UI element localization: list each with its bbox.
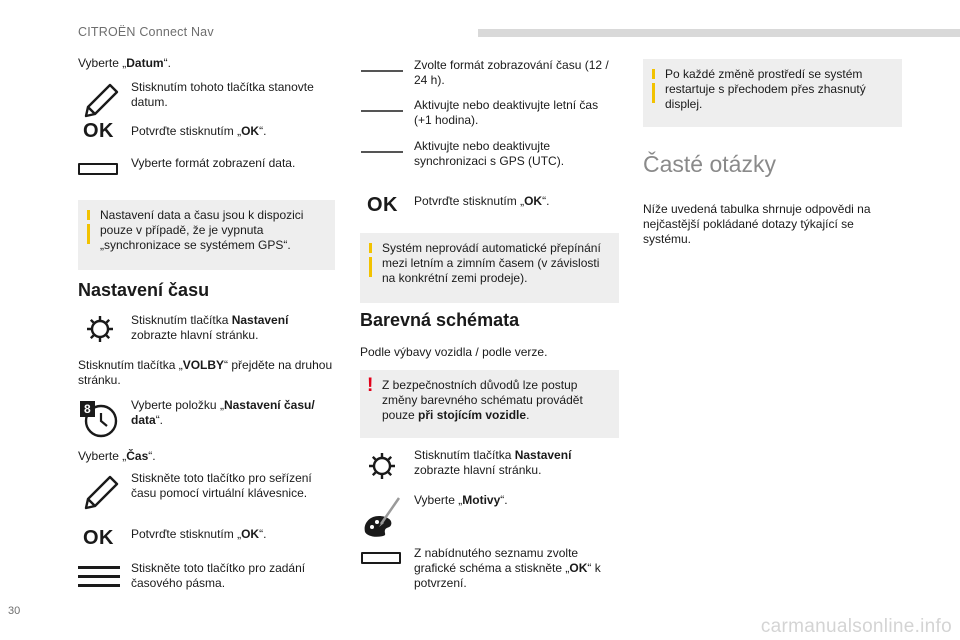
watermark: carmanualsonline.info <box>760 616 952 637</box>
clock-icon[interactable] <box>80 397 120 439</box>
note-marker <box>87 210 90 220</box>
warning-text: Z bezpečnostních důvodů lze postup změny barevného schématu provádět pouze při stojícím vozidle. <box>382 378 583 422</box>
ok-icon-time[interactable]: OK <box>83 527 114 549</box>
ok-icon[interactable]: OK <box>83 120 114 142</box>
scheme-list-field-icon[interactable] <box>361 552 401 564</box>
time-format-text: Zvolte formát zobrazování času (12 / 24 h). <box>414 58 609 87</box>
confirm-ok-time-text: Potvrďte stisknutím „OK“. <box>131 527 267 541</box>
clock-badge: 8 <box>84 402 91 416</box>
date-format-field-icon[interactable] <box>78 163 118 175</box>
pencil-description: Stisknutím tohoto tlačítka stanovte datum. <box>131 80 314 109</box>
select-time-text: Vyberte „Čas“. <box>78 449 156 463</box>
equipment-text: Podle výbavy vozidla / podle verze. <box>360 345 548 359</box>
color-schemes-heading: Barevná schémata <box>360 310 520 330</box>
date-format-text: Vyberte formát zobrazení data. <box>131 156 296 170</box>
time-settings-heading: Nastavení času <box>78 280 210 300</box>
clock-description: Vyberte položku „Nastavení času/ data“. <box>131 398 315 427</box>
menu-icon[interactable] <box>78 566 120 593</box>
select-date-text: Vyberte „Datum“. <box>78 56 171 70</box>
warning-icon: ! <box>367 375 374 396</box>
page-number: 30 <box>8 605 21 617</box>
timezone-description: Stiskněte toto tlačítko pro zadání časového pásma. <box>131 561 306 590</box>
palette-brush-icon[interactable] <box>361 494 403 538</box>
confirm-ok-text: Potvrďte stisknutím „OK“. <box>131 124 267 138</box>
note-gps-text: Nastavení data a času jsou k dispozici pouze v případě, že je vypnuta „synchronizace se systémem GPS“. <box>100 208 304 252</box>
gear-icon-col2[interactable] <box>367 451 397 481</box>
pencil-icon-time[interactable] <box>82 474 122 512</box>
line-toggle-icon-format[interactable] <box>361 70 403 72</box>
pencil-time-description: Stiskněte toto tlačítko pro seřízení času pomocí virtuální klávesnice. <box>131 471 312 500</box>
gps-sync-text: Aktivujte nebo deaktivujte synchronizaci s GPS (UTC). <box>414 139 565 168</box>
choose-scheme-text: Z nabídnutého seznamu zvolte grafické schéma a stiskněte „OK“ k potvrzení. <box>414 546 601 590</box>
options-text: Stisknutím tlačítka „VOLBY“ přejděte na druhou stránku. <box>78 358 333 387</box>
note-marker <box>369 243 372 253</box>
header-title: CITROËN Connect Nav <box>78 25 214 39</box>
ok-icon-col2[interactable]: OK <box>367 194 398 216</box>
gear-description: Stisknutím tlačítka Nastavení zobrazte hlavní stránku. <box>131 313 289 342</box>
header-bar <box>478 29 960 37</box>
faq-heading: Časté otázky <box>643 151 776 177</box>
note-box-restart <box>643 59 902 127</box>
gear-icon[interactable] <box>85 314 115 344</box>
dst-text: Aktivujte nebo deaktivujte letní čas (+1 hodina). <box>414 98 599 127</box>
line-toggle-icon-gps[interactable] <box>361 151 403 153</box>
note-dst-text: Systém neprovádí automatické přepínání mezi letním a zimním časem (v závislosti na konkrétní zemi prodeje). <box>382 241 601 285</box>
note-marker <box>652 69 655 79</box>
gear-col2-description: Stisknutím tlačítka Nastavení zobrazte hlavní stránku. <box>414 448 572 477</box>
confirm-ok-col2-text: Potvrďte stisknutím „OK“. <box>414 194 550 208</box>
note-box-gps <box>78 200 335 270</box>
pencil-icon[interactable] <box>82 82 122 120</box>
faq-text: Níže uvedená tabulka shrnuje odpovědi na nejčastější pokládané dotazy týkající se systému. <box>643 202 871 246</box>
note-box-dst <box>360 233 619 303</box>
line-toggle-icon-dst[interactable] <box>361 110 403 112</box>
note-restart-text: Po každé změně prostředí se systém restartuje s přechodem přes zhasnutý displej. <box>665 67 866 111</box>
themes-text: Vyberte „Motivy“. <box>414 493 508 507</box>
warning-box <box>360 370 619 438</box>
